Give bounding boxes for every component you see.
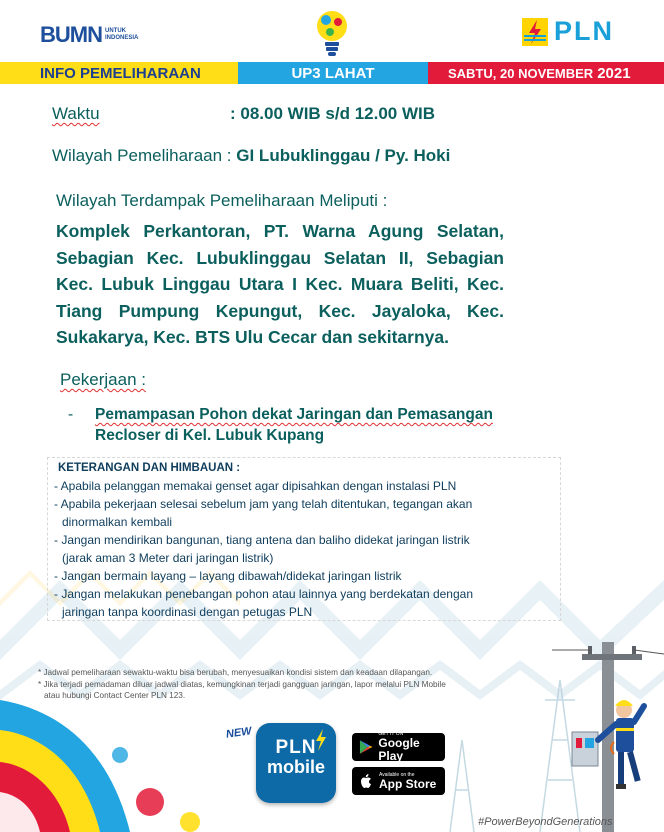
keterangan-line: dinormalkan kembali bbox=[62, 515, 173, 529]
app-tile-line2: mobile bbox=[266, 757, 325, 777]
keterangan-line: - Jangan bermain layang – layang dibawah/didekat jaringan listrik bbox=[54, 569, 402, 583]
pekerjaan-row bbox=[60, 370, 146, 390]
app-store-button[interactable] bbox=[352, 767, 445, 795]
hashtag-footer: #PowerBeyondGenerations bbox=[478, 816, 613, 828]
bumn-sub-line1: UNTUK bbox=[105, 28, 126, 34]
keterangan-line: jaringan tanpa koordinasi dengan petugas PLN bbox=[62, 605, 313, 619]
lightning-icon bbox=[314, 729, 328, 751]
bumn-subtitle bbox=[105, 28, 138, 42]
pln-wordmark: PLN bbox=[554, 16, 614, 46]
gplay-big: Google Play bbox=[378, 736, 420, 763]
pln-logo bbox=[522, 16, 614, 47]
pekerjaan-item bbox=[68, 404, 515, 446]
astore-big: App Store bbox=[379, 776, 437, 791]
lightbulb-icon bbox=[312, 8, 352, 60]
pekerjaan-line1: Pemampasan Pohon dekat Jaringan dan Pemasangan bbox=[95, 406, 493, 423]
google-play-button[interactable] bbox=[352, 733, 445, 761]
astore-small: Available on the bbox=[379, 771, 415, 778]
pln-mark-icon bbox=[522, 18, 548, 46]
waktu-row bbox=[52, 104, 100, 124]
pekerjaan-text bbox=[95, 404, 515, 446]
waktu-value-row bbox=[230, 104, 435, 124]
keterangan-line: - Jangan melakukan penebangan pohon atau lainnya yang berdekatan dengan bbox=[54, 587, 474, 601]
keterangan-line: - Apabila pelanggan memakai genset agar dipisahkan dengan instalasi PLN bbox=[54, 479, 457, 493]
wilayah-row bbox=[52, 146, 450, 166]
bumn-logo bbox=[40, 22, 138, 48]
new-tag: NEW bbox=[225, 725, 253, 741]
terdampak-row bbox=[56, 191, 387, 211]
gplay-small: GET IT ON bbox=[378, 731, 404, 737]
keterangan-title: KETERANGAN DAN HIMBAUAN : bbox=[58, 462, 241, 474]
google-play-icon bbox=[358, 739, 373, 755]
footnote-2: * Jika terjadi pemadaman diluar jadwal diatas, kemungkinan terjadi gangguan jaringan, lapor melalui PLN Mobile bbox=[38, 679, 446, 689]
footnotes bbox=[38, 667, 446, 702]
waktu-value: : 08.00 WIB s/d 12.00 WIB bbox=[230, 104, 436, 123]
banner-info-pemeliharaan: INFO PEMELIHARAAN bbox=[0, 62, 238, 84]
keterangan-line: - Apabila pekerjaan selesai sebelum jam yang telah ditentukan, tegangan akan bbox=[54, 497, 473, 511]
terdampak-label: Wilayah Terdampak Pemeliharaan Meliputi : bbox=[56, 191, 388, 210]
footnote-1: * Jadwal pemeliharaan sewaktu-waktu bisa berubah, menyesuaikan kondisi sistem dan keadaan dilapangan. bbox=[38, 668, 433, 677]
bumn-sub-line2: INDONESIA bbox=[105, 35, 139, 41]
lineman-illustration bbox=[552, 632, 664, 832]
terdampak-areas: Komplek Perkantoran, PT. Warna Agung Selatan, Sebagian Kec. Lubuklinggau Selatan II, Sebagian Kec. Lubuk Linggau Utara I Kec. Muara Beliti, Kec. Tiang Pumpung Kepungut, Kec. Jayaloka, Kec. Sukakarya, Kec. BTS Ulu Cecar dan sekitarnya. bbox=[56, 221, 504, 347]
keterangan-line: - Jangan mendirikan bangunan, tiang antena dan baliho didekat jaringan listrik bbox=[54, 533, 470, 547]
wilayah-label: Wilayah Pemeliharaan : bbox=[52, 146, 232, 165]
pekerjaan-line2: Recloser di Kel. Lubuk Kupang bbox=[95, 427, 325, 444]
keterangan-line: (jarak aman 3 Meter dari jaringan listrik) bbox=[62, 551, 274, 565]
bumn-wordmark: BUMN bbox=[40, 22, 102, 47]
waktu-label: Waktu bbox=[52, 104, 100, 123]
apple-icon bbox=[358, 773, 374, 789]
wilayah-value: GI Lubuklinggau / Py. Hoki bbox=[236, 146, 451, 165]
pln-mobile-app-icon[interactable] bbox=[256, 723, 336, 803]
keterangan-box bbox=[47, 457, 561, 621]
footnote-3: atau hubungi Contact Center PLN 123. bbox=[44, 691, 186, 700]
pekerjaan-label: Pekerjaan : bbox=[60, 370, 146, 389]
banner-date bbox=[428, 62, 664, 84]
app-tile-line1: PLN bbox=[275, 737, 317, 758]
banner-unit: UP3 LAHAT bbox=[238, 62, 428, 84]
banner-year: 2021 bbox=[597, 64, 631, 82]
pekerjaan-dash: - bbox=[68, 406, 74, 423]
banner-date-text: SABTU, 20 NOVEMBER bbox=[448, 65, 594, 81]
